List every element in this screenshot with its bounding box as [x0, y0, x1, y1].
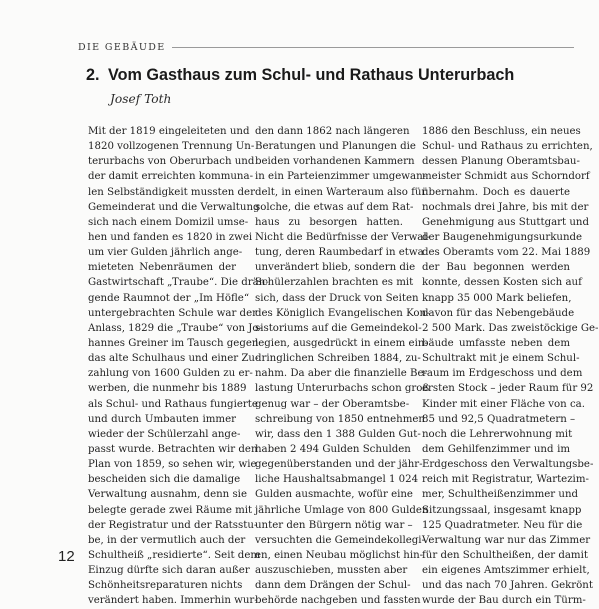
text-line: mer, Schultheißenzimmer und — [422, 489, 579, 501]
text-line: das alte Schulhaus und einer Zu- — [88, 353, 259, 365]
text-line: übernahm. Doch es dauerte — [422, 186, 570, 198]
text-line: sistoriums auf die Gemeindekol- — [255, 322, 422, 334]
text-line: be, in der vermutlich auch der — [88, 534, 246, 546]
text-line: Einzug dürfte sich daran außer — [88, 565, 250, 577]
text-line: ersten Stock – jeder Raum für 92 — [422, 383, 594, 395]
text-line: für den Schultheißen, der damit — [422, 549, 588, 561]
text-line: hen und fanden es 1820 in zwei — [88, 231, 253, 243]
text-line: hannes Greiner im Tausch gegen — [88, 337, 259, 349]
text-line: Gemeinderat und die Verwaltung — [88, 201, 260, 213]
text-line: en, einen Neubau möglichst hin- — [255, 549, 424, 561]
text-line: Nicht die Bedürfnisse der Verwal- — [255, 231, 431, 243]
text-line: delt, in einen Warteraum also für — [255, 186, 427, 198]
text-line: reich mit Registratur, Wartezim- — [422, 474, 589, 486]
text-line: Gastwirtschaft „Traube“. Die drän- — [88, 277, 269, 289]
text-line: liche Haushaltsabmangel 1 024 — [255, 474, 419, 486]
text-line: dem Gehilfenzimmer und im — [422, 443, 570, 455]
text-line: des Königlich Evangelischen Kon- — [255, 307, 430, 319]
text-line: len Selbständigkeit mussten der — [88, 186, 255, 198]
text-line: 2 500 Mark. Das zweistöckige Ge- — [422, 322, 599, 334]
text-line: Gulden ausmachte, wofür eine — [255, 489, 413, 501]
article-title — [86, 66, 576, 85]
text-line: Schul- und Rathaus zu errichten, — [422, 141, 593, 153]
text-line: beiden vorhandenen Kammern — [255, 156, 415, 168]
text-line: lastung Unterurbachs schon groß — [255, 383, 430, 395]
text-line: genug war – der Oberamtsbe- — [255, 398, 410, 410]
text-line: Verwaltung war nur das Zimmer — [422, 534, 591, 546]
text-line: verändert haben. Immerhin wur- — [88, 595, 258, 607]
text-line: Verwaltung ausnahm, denn sie — [88, 489, 247, 501]
article-number: 2. — [86, 66, 100, 84]
text-line: haben 2 494 Gulden Schulden — [255, 443, 411, 455]
page-number: 12 — [58, 548, 75, 565]
text-column-3 — [422, 124, 599, 609]
text-line: und durch Umbauten immer — [88, 413, 236, 425]
text-line: nahm. Da aber die finanzielle Be- — [255, 368, 427, 380]
text-line: Schultheiß „residierte“. Seit dem — [88, 549, 261, 561]
text-line: Genehmigung aus Stuttgart und — [422, 216, 590, 228]
text-line: sich, dass der Druck von Seiten — [255, 292, 419, 304]
text-line: Beratungen und Planungen die — [255, 141, 416, 153]
text-line: 85 und 92,5 Quadratmetern – — [422, 413, 576, 425]
article-author: Josef Toth — [110, 92, 172, 106]
text-line: Kinder mit einer Fläche von ca. — [422, 398, 585, 410]
text-line: davon für das Nebengebäude — [422, 307, 575, 319]
text-line: der Registratur und der Ratsstu- — [88, 519, 258, 531]
text-line: bescheiden sich die damalige — [88, 474, 241, 486]
article-title-text: Vom Gasthaus zum Schul- und Rathaus Unterurbach — [108, 66, 515, 84]
text-line: bäude umfasste neben dem — [422, 337, 570, 349]
text-line: untergebrachten Schule war der — [88, 307, 257, 319]
text-line: knapp 35 000 Mark beliefen, — [422, 292, 572, 304]
text-line: behörde nachgeben und fassten — [255, 595, 421, 607]
text-line: in ein Parteienzimmer umgewan- — [255, 171, 427, 183]
text-line: den dann 1862 nach längeren — [255, 126, 410, 137]
text-line: Schultrakt mit je einem Schul- — [422, 353, 580, 365]
text-line: ein eigenes Amtszimmer erhielt, — [422, 565, 590, 577]
text-line: wir, dass den 1 388 Gulden Gut- — [255, 428, 421, 440]
text-line: dessen Planung Oberamtsbau- — [422, 156, 580, 168]
text-line: der Bau begonnen werden — [422, 262, 570, 274]
text-line: 125 Quadratmeter. Neu für die — [422, 519, 583, 531]
text-line: Anlass, 1829 die „Traube“ von Jo- — [88, 322, 262, 334]
text-line: des Oberamts vom 22. Mai 1889 — [422, 247, 591, 259]
text-column-1 — [88, 124, 269, 609]
text-line: 1820 vollzogenen Trennung Un- — [88, 141, 255, 153]
text-line: Schülerzahlen brachten es mit — [255, 277, 414, 289]
text-line: sich nach einem Domizil umse- — [88, 216, 249, 228]
text-line: als Schul- und Rathaus fungierte — [88, 398, 258, 410]
text-line: Schönheitsreparaturen nichts — [88, 580, 243, 592]
text-line: zahlung von 1600 Gulden zu er- — [88, 368, 253, 380]
text-line: werben, die nunmehr bis 1889 — [88, 383, 247, 395]
text-line: schreibung von 1850 entnehmen — [255, 413, 425, 425]
header-rule — [172, 47, 574, 48]
text-line: mieteten Nebenräumen der — [88, 262, 236, 274]
text-line: haus zu besorgen hatten. — [255, 216, 403, 228]
text-line: terurbachs von Oberurbach und — [88, 156, 255, 168]
text-line: noch die Lehrerwohnung mit — [422, 428, 573, 440]
text-line: tung, deren Raumbedarf in etwa — [255, 247, 424, 259]
text-line: legien, ausgedrückt in einem ein- — [255, 337, 428, 349]
text-line: dringlichen Schreiben 1884, zu- — [255, 353, 421, 365]
text-line: raum im Erdgeschoss und dem — [422, 368, 583, 380]
text-line: wieder der Schülerzahl ange- — [88, 428, 241, 440]
text-line: unter den Bürgern nötig war – — [255, 519, 413, 531]
text-line: unverändert blieb, sondern die — [255, 262, 416, 274]
text-line: nochmals drei Jahre, bis mit der — [422, 201, 589, 213]
text-line: passt wurde. Betrachten wir den — [88, 443, 258, 455]
text-line: der damit erreichten kommuna- — [88, 171, 254, 183]
text-line: belegte gerade zwei Räume mit — [88, 504, 253, 516]
text-line: der Baugenehmigungsurkunde — [422, 231, 583, 243]
section-label: DIE GEBÄUDE — [78, 42, 166, 53]
text-line: Sitzungssaal, insgesamt knapp — [422, 504, 582, 516]
running-header — [78, 42, 574, 53]
text-line: 1886 den Beschluss, ein neues — [422, 126, 581, 137]
text-line: Mit der 1819 eingeleiteten und — [88, 126, 250, 137]
text-line: und das nach 70 Jahren. Gekrönt — [422, 580, 593, 592]
text-line: meister Schmidt aus Schorndorf — [422, 171, 590, 183]
text-line: Erdgeschoss den Verwaltungsbe- — [422, 459, 594, 471]
text-line: dann dem Drängen der Schul- — [255, 580, 411, 592]
text-line: solche, die etwas auf dem Rat- — [255, 201, 414, 213]
text-line: gende Raumnot der „Im Höfle“ — [88, 292, 250, 304]
text-line: auszuschieben, mussten aber — [255, 565, 408, 577]
text-line: Plan von 1859, so sehen wir, wie — [88, 459, 257, 471]
text-line: konnte, dessen Kosten sich auf — [422, 277, 582, 289]
text-line: versuchten die Gemeindekollegi- — [255, 534, 425, 546]
text-line: um vier Gulden jährlich ange- — [88, 247, 243, 259]
text-column-2 — [255, 124, 431, 609]
text-line: wurde der Bau durch ein Türm- — [422, 595, 586, 607]
text-line: gegenüberstanden und der jähr- — [255, 459, 423, 471]
text-line: jährliche Umlage von 800 Gulden — [255, 504, 429, 516]
